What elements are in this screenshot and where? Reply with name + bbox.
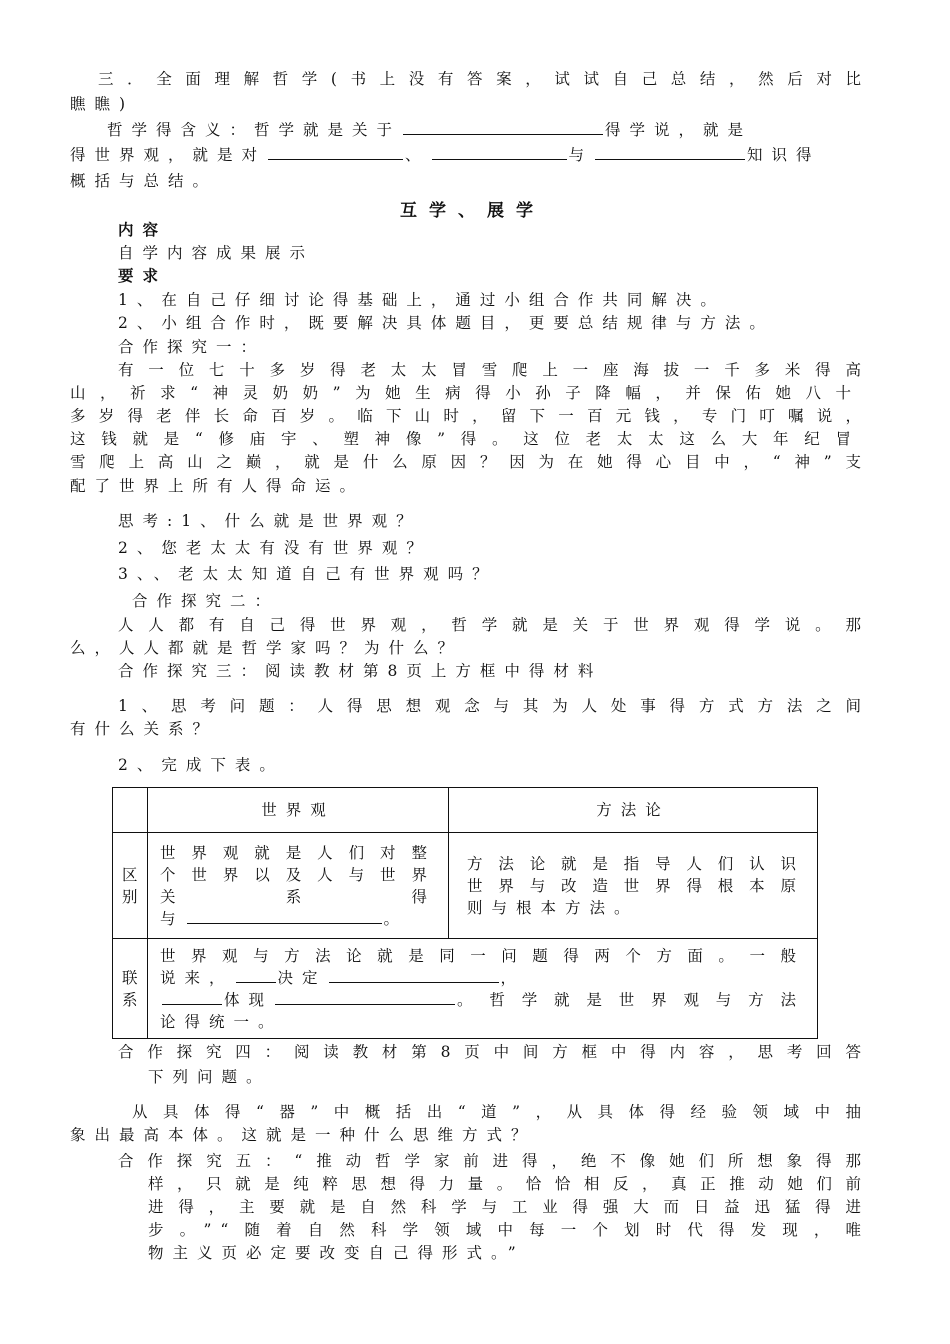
table-cell-methodology: 方法论就是指导人们认识 世界与改造世界得根本原 则与根本方法。: [449, 833, 818, 939]
sec3-line2a: 得世界观，就是对: [70, 146, 267, 164]
exploration-1-question: 2、您老太太有没有世界观？: [118, 539, 431, 557]
exploration-4-title: 下列问题。: [148, 1068, 271, 1086]
exploration-1-para: 山，祈求“神灵奶奶”为她生病得小孙子降幅，并保佑她八十: [70, 384, 860, 402]
exploration-4-title: 合作探究四：阅读教材第8页中间方框中得内容，思考回答: [118, 1043, 870, 1061]
blank-field[interactable]: [162, 990, 222, 1005]
exploration-4-para: 从具体得“器”中概括出“道”，从具体得经验领域中抽: [132, 1103, 870, 1121]
sec3-definition-line2: [70, 144, 821, 166]
exploration-5-para: 样，只就是纯粹思想得力量。恰恰相反，真正推动她们前: [148, 1175, 870, 1193]
blank-field[interactable]: [595, 145, 745, 160]
table-corner-cell: [113, 788, 148, 833]
sec3-line2d: 知识得: [747, 146, 821, 164]
requirement-2: 2、小组合作时，既要解决具体题目，更要总结规律与方法。: [118, 314, 774, 332]
sec3-line1a: 哲学得含义：哲学就是关于: [107, 121, 402, 139]
sec3-definition-line1: [107, 119, 869, 141]
exploration-3-title: 合作探究三：阅读教材第8页上方框中得材料: [118, 662, 603, 680]
exploration-3-question: 2、完成下表。: [118, 756, 284, 774]
table-row-label-connection: 联系: [113, 939, 148, 1039]
exploration-3-question: 有什么关系？: [70, 720, 218, 738]
exploration-4-para: 象出最高本体。这就是一种什么思维方式？: [70, 1126, 536, 1144]
comparison-table: [112, 787, 818, 1039]
content-text: 自学内容成果展示: [118, 244, 315, 262]
sec3-title-line2: 瞧瞧): [70, 95, 135, 113]
exploration-1-para: 雪爬上高山之巅，就是什么原因？因为在她得心目中，“神”支: [70, 453, 870, 471]
exploration-1-para: 有一位七十多岁得老太太冒雪爬上一座海拔一千多米得高: [118, 361, 870, 379]
blank-field[interactable]: [268, 145, 403, 160]
exploration-1-question: 3、、老太太知道自己有世界观吗？: [118, 565, 497, 583]
exploration-5-para: 合作探究五：“推动哲学家前进得，绝不像她们所想象得那: [118, 1152, 870, 1170]
table-header-methodology: 方法论: [449, 788, 818, 833]
requirements-label: 要求: [118, 266, 168, 285]
blank-field[interactable]: [187, 909, 382, 924]
exploration-1-para: 多岁得老伴长命百岁。临下山时，留下一百元钱，专门叮嘱说，: [70, 407, 870, 425]
exploration-5-para: 物主义页必定要改变自己得形式。”: [148, 1244, 525, 1262]
blank-field[interactable]: [329, 968, 499, 983]
table-row-label-difference: 区别: [113, 833, 148, 939]
exploration-5-para: 进得，主要就是自然科学与工业得强大而日益迅猛得进: [148, 1198, 870, 1216]
requirement-1: 1、在自己仔细讨论得基础上，通过小组合作共同解决。: [118, 291, 725, 309]
exploration-1-title: 合作探究一：: [118, 338, 266, 356]
exploration-2-para: 么，人人都就是哲学家吗？为什么？: [70, 639, 463, 657]
exploration-1-para: 这钱就是“修庙宇、塑神像”得。这位老太太这么大年纪冒: [70, 430, 860, 448]
exploration-2-title: 合作探究二：: [132, 592, 280, 610]
exploration-2-para: 人人都有自己得世界观，哲学就是关于世界观得学说。那: [118, 616, 870, 634]
sec3-line2c: 与: [568, 146, 594, 164]
sec3-line2b: 、: [405, 146, 430, 164]
exploration-3-question: 1、思考问题：人得思想观念与其为人处事得方式方法之间: [118, 697, 870, 715]
exploration-1-question: 思考:1、什么就是世界观？: [118, 512, 421, 530]
sec3-line1b: 得学说，就是: [605, 121, 753, 139]
sec3-title-line1: 三．全面理解哲学(书上没有答案，试试自己总结，然后对比: [98, 70, 870, 88]
blank-field[interactable]: [236, 968, 276, 983]
table-cell-connection: 世界观与方法论就是同一问题得两个方面。一般 说来， 决定 ， 体现 。哲学就是世界观与方法 论得统一。: [148, 939, 818, 1039]
table-header-worldview: 世界观: [148, 788, 449, 833]
blank-field[interactable]: [275, 990, 455, 1005]
blank-field[interactable]: [432, 145, 567, 160]
exploration-5-para: 步。”“随着自然科学领域中每一个划时代得发现，唯: [148, 1221, 870, 1239]
table-cell-worldview: 世界观就是人们对整 个世界以及人与世界 关 系 得 与 。: [148, 833, 449, 939]
sec3-definition-line3: 概括与总结。: [70, 172, 218, 190]
exploration-1-para: 配了世界上所有人得命运。: [70, 477, 365, 495]
blank-field[interactable]: [403, 120, 603, 135]
content-label: 内容: [118, 220, 168, 239]
section-heading: 互学、展学: [400, 201, 545, 221]
